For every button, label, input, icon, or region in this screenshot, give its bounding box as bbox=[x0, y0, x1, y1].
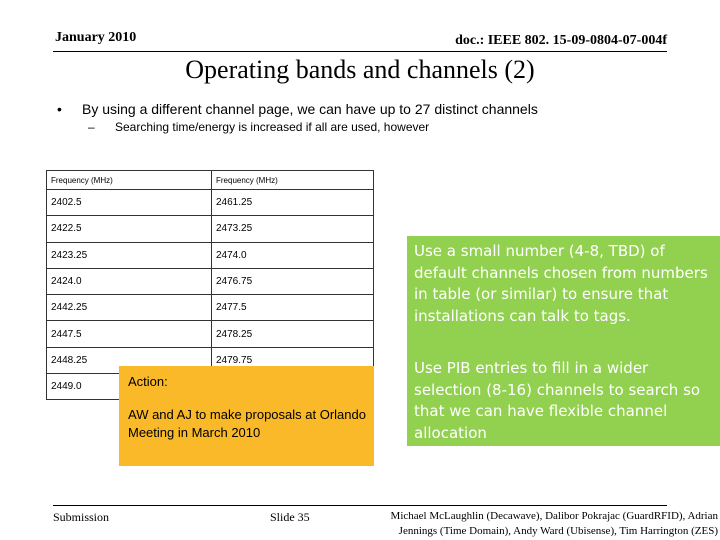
table-cell: 2476.75 bbox=[212, 268, 374, 294]
table-cell: 2402.5 bbox=[47, 190, 212, 216]
table-row bbox=[47, 295, 374, 321]
table-cell: 2473.25 bbox=[212, 216, 374, 242]
table-row bbox=[47, 242, 374, 268]
table-header-cell: Frequency (MHz) bbox=[212, 171, 374, 190]
table-cell: 2448.25 bbox=[47, 347, 212, 373]
footer-authors bbox=[348, 509, 718, 539]
table-cell: 2478.25 bbox=[212, 321, 374, 347]
footer-divider bbox=[53, 505, 667, 506]
footer-submission: Submission bbox=[53, 510, 110, 524]
table-cell: 2474.0 bbox=[212, 242, 374, 268]
table-cell: 2477.5 bbox=[212, 295, 374, 321]
notes-box bbox=[407, 236, 720, 446]
table-header-row bbox=[47, 171, 374, 190]
table-row bbox=[47, 321, 374, 347]
table-cell: 2423.25 bbox=[47, 242, 212, 268]
table-cell: 2479.75 bbox=[212, 347, 374, 373]
header-doc-id: doc.: IEEE 802. 15-09-0804-07-004f bbox=[455, 33, 667, 48]
table-header-cell: Frequency (MHz) bbox=[47, 171, 212, 190]
sub-bullet-marker: – bbox=[88, 120, 95, 134]
footer-authors-line: Jennings (Time Domain), Andy Ward (Ubisense), Tim Harrington (ZES) bbox=[398, 525, 718, 537]
table-row bbox=[47, 216, 374, 242]
bullet-main-text: By using a different channel page, we can have up to 27 distinct channels bbox=[82, 101, 538, 117]
table-row bbox=[47, 190, 374, 216]
table-cell: 2442.25 bbox=[47, 295, 212, 321]
action-box bbox=[119, 366, 374, 466]
table-cell: 2449.0 bbox=[47, 374, 212, 400]
header-date: January 2010 bbox=[55, 30, 137, 45]
footer-authors-line: Michael McLaughlin (Decawave), Dalibor Pokrajac (GuardRFID), Adrian bbox=[390, 510, 718, 522]
table-cell: 2447.5 bbox=[47, 321, 212, 347]
table-cell: 2424.0 bbox=[47, 268, 212, 294]
footer-slide-number: Slide 35 bbox=[270, 510, 310, 524]
action-body: AW and AJ to make proposals at Orlando Meeting in March 2010 bbox=[128, 407, 366, 440]
bullet-marker: • bbox=[57, 101, 62, 117]
header-divider bbox=[53, 51, 667, 52]
table-row bbox=[47, 268, 374, 294]
note-default-channels: Use a small number (4-8, TBD) of default channels chosen from numbers in table (or similar) to ensure that installations can talk to tags. bbox=[414, 242, 708, 325]
table-cell: 2461.25 bbox=[212, 190, 374, 216]
action-title: Action: bbox=[128, 374, 168, 389]
bullet-sub-text: Searching time/energy is increased if all are used, however bbox=[115, 120, 430, 134]
table-cell: 2422.5 bbox=[47, 216, 212, 242]
slide-title: Operating bands and channels (2) bbox=[185, 55, 535, 84]
note-pib-entries: Use PIB entries to fill in a wider selection (8-16) channels to search so that we can have flexible channel allocation bbox=[414, 359, 701, 442]
